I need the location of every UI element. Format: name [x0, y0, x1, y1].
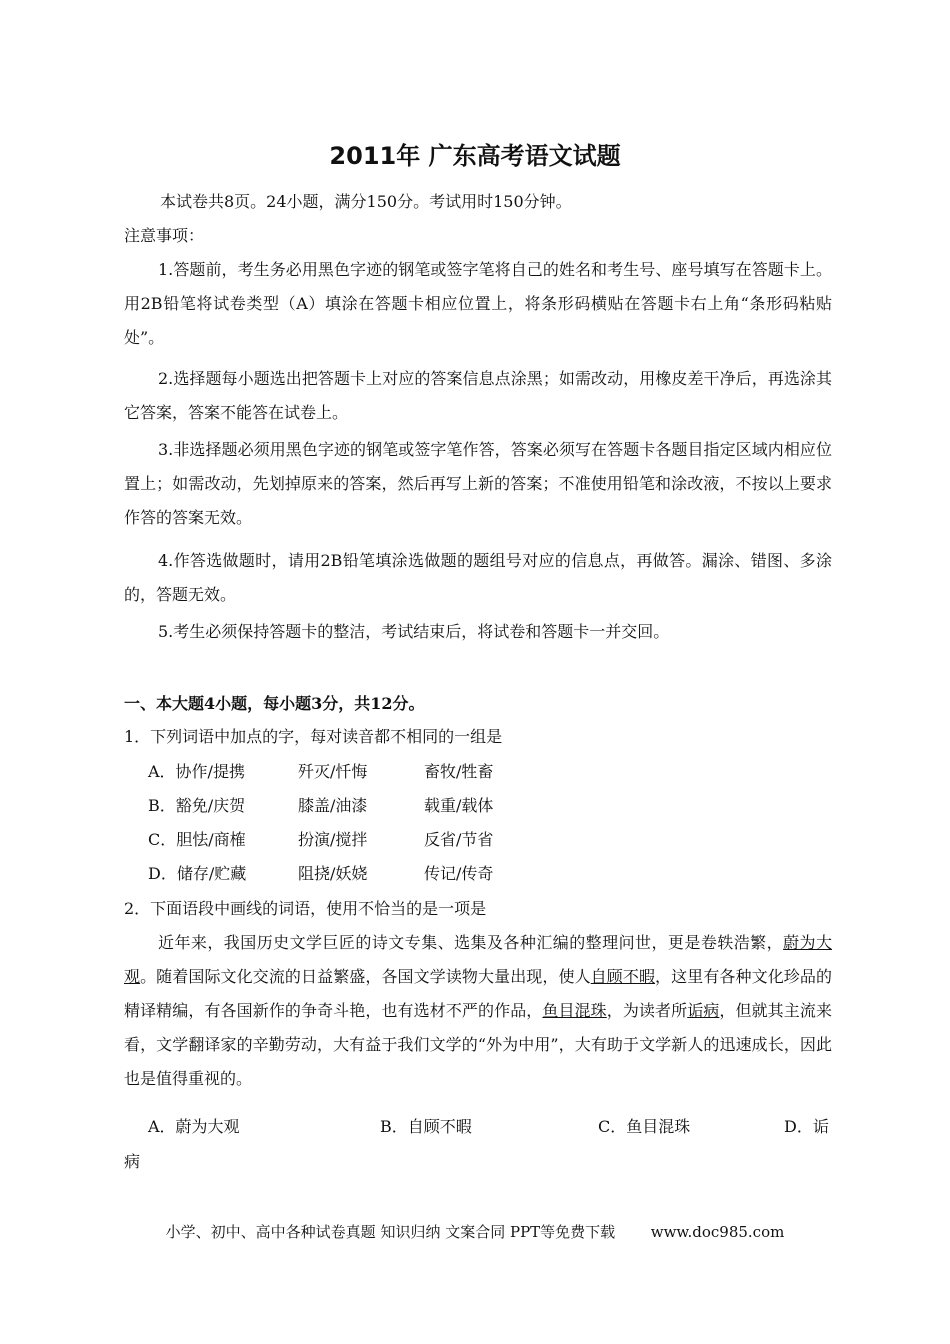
note-item-1: 1.答题前，考生务必用黑色字迹的钢笔或签字笔将自己的姓名和考生号、座号填写在答题卡上。用2B铅笔将试卷类型（A）填涂在答题卡相应位置上，将条形码横贴在答题卡右上角“条形码粘贴处”。 — [124, 260, 832, 347]
q2-option-c: C．鱼目混珠 — [598, 1117, 691, 1136]
notes-header: 注意事项： — [124, 226, 205, 245]
option-b-pair-3: 载重/载体 — [424, 796, 494, 815]
underlined-term-1: 蔚为大观 — [124, 933, 832, 986]
option-c-pair-2: 扮演/搅拌 — [298, 830, 368, 849]
underlined-term-4: 诟病 — [687, 1001, 720, 1020]
question-1-stem: 1．下列词语中加点的字，每对读音都不相同的一组是 — [124, 727, 503, 746]
option-c-label: C．胆怯/商榷 — [148, 830, 246, 849]
note-item-2: 2.选择题每小题选出把答题卡上对应的答案信息点涂黑；如需改动，用橡皮差干净后，再选涂其它答案，答案不能答在试卷上。 — [124, 369, 832, 422]
note-item-5: 5.考生必须保持答题卡的整洁，考试结束后，将试卷和答题卡一并交回。 — [158, 622, 670, 641]
question-2-stem: 2．下面语段中画线的词语，使用不恰当的是一项是 — [124, 899, 487, 918]
passage-text: 近年来，我国历史文学巨匠的诗文专集、选集及各种汇编的整理问世，更是卷轶浩繁， — [158, 933, 784, 952]
q2-option-a: A．蔚为大观 — [148, 1117, 240, 1136]
option-a-pair-3: 畜牧/牲畜 — [424, 762, 494, 781]
q2-option-d-wrap: 病 — [124, 1152, 141, 1171]
note-item-4: 4.作答选做题时，请用2B铅笔填涂选做题的题组号对应的信息点，再做答。漏涂、错图、多涂的，答题无效。 — [124, 551, 832, 604]
passage-text: ，这里有各种文化珍品的精译精编，有各国新作的争奇斗艳，也有选材不严的作品， — [124, 967, 832, 1020]
option-a-pair-2: 歼灭/忏悔 — [298, 762, 368, 781]
underlined-term-2: 自顾不暇 — [590, 967, 656, 986]
option-b-label: B．豁免/庆贺 — [148, 796, 246, 815]
passage-text: ，但就其主流来看，文学翻译家的辛勤劳动，大有益于我们文学的“外为中用”，大有助于文学新人的迅速成长，因此也是值得重视的。 — [124, 1001, 832, 1088]
q2-option-d: D．诟 — [784, 1117, 829, 1136]
option-c-pair-3: 反省/节省 — [424, 830, 494, 849]
option-d-pair-2: 阻挠/妖娆 — [298, 864, 368, 883]
passage-text: 。随着国际文化交流的日益繁盛，各国文学读物大量出现，使人 — [140, 967, 591, 986]
question-2-passage — [124, 926, 832, 1096]
passage-text: ，为读者所 — [606, 1001, 688, 1020]
footer-site-link[interactable]: www.doc985.com — [650, 1223, 785, 1241]
option-b-pair-2: 膝盖/油漆 — [298, 796, 368, 815]
footer — [0, 1221, 950, 1242]
q2-option-b: B．自顾不暇 — [380, 1117, 472, 1136]
option-a-label: A．协作/提携 — [148, 762, 245, 781]
footer-text: 小学、初中、高中各种试卷真题 知识归纳 文案合同 PPT等免费下载 — [165, 1223, 616, 1241]
intro-text: 本试卷共8页。24小题，满分150分。考试用时150分钟。 — [160, 192, 572, 211]
note-item-3: 3.非选择题必须用黑色字迹的钢笔或签字笔作答，答案必须写在答题卡各题目指定区域内相应位置上；如需改动，先划掉原来的答案，然后再写上新的答案；不准使用铅笔和涂改液，不按以上要求作答的答案无效。 — [124, 440, 832, 527]
option-d-pair-3: 传记/传奇 — [424, 864, 494, 883]
option-d-label: D．储存/贮藏 — [148, 864, 247, 883]
section-heading: 一、本大题4小题，每小题3分，共12分。 — [124, 694, 425, 713]
underlined-term-3: 鱼目混珠 — [542, 1001, 607, 1020]
page-title: 2011年 广东高考语文试题 — [329, 142, 621, 170]
